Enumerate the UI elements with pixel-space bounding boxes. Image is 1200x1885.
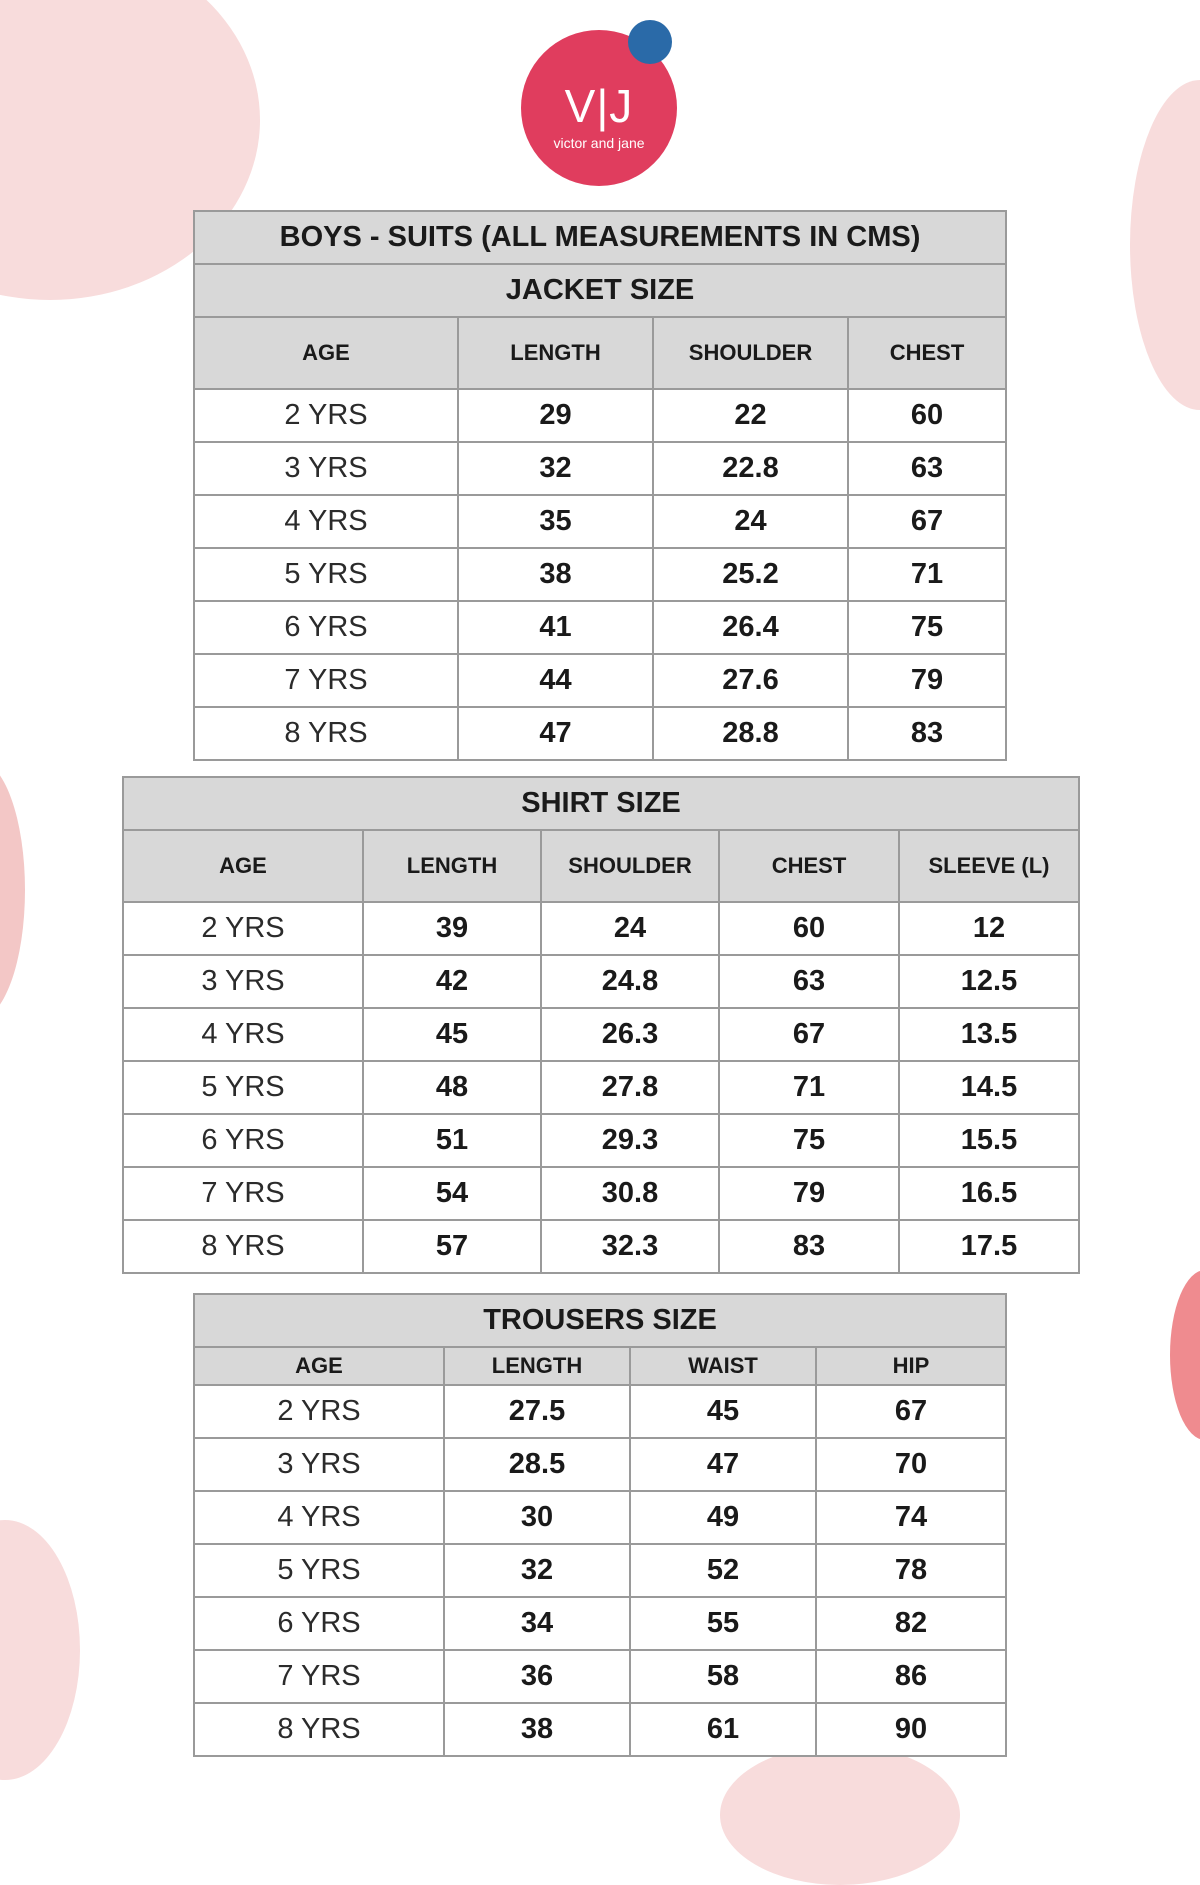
measurement-cell: 15.5 [899,1114,1079,1167]
measurement-cell: 67 [848,495,1006,548]
logo-brand-name: victor and jane [553,135,645,151]
measurement-cell: 22 [653,389,848,442]
age-cell: 8 YRS [194,1703,444,1756]
measurement-cell: 61 [630,1703,816,1756]
age-cell: 7 YRS [194,1650,444,1703]
measurement-cell: 49 [630,1491,816,1544]
background-blob [0,760,25,1020]
measurement-cell: 58 [630,1650,816,1703]
measurement-cell: 28.8 [653,707,848,760]
measurement-cell: 67 [816,1385,1006,1438]
column-header: AGE [194,317,458,389]
age-cell: 4 YRS [123,1008,363,1061]
measurement-cell: 82 [816,1597,1006,1650]
age-cell: 8 YRS [194,707,458,760]
age-cell: 6 YRS [194,1597,444,1650]
measurement-cell: 27.5 [444,1385,630,1438]
table-title: JACKET SIZE [194,264,1006,317]
measurement-cell: 22.8 [653,442,848,495]
measurement-cell: 29 [458,389,653,442]
column-header: AGE [194,1347,444,1385]
measurement-cell: 16.5 [899,1167,1079,1220]
measurement-cell: 63 [848,442,1006,495]
measurement-cell: 74 [816,1491,1006,1544]
table-row [194,1544,1006,1597]
logo-mark: V|J [564,80,634,132]
age-cell: 5 YRS [123,1061,363,1114]
header-row [194,317,1006,389]
measurement-cell: 39 [363,902,541,955]
jacket-size-table [193,210,1007,761]
measurement-cell: 48 [363,1061,541,1114]
column-header: SHOULDER [541,830,719,902]
measurement-cell: 41 [458,601,653,654]
age-cell: 2 YRS [194,1385,444,1438]
table-title: TROUSERS SIZE [194,1294,1006,1347]
measurement-cell: 75 [719,1114,899,1167]
table-body [194,389,1006,760]
table-row [194,1650,1006,1703]
measurement-cell: 44 [458,654,653,707]
measurement-cell: 78 [816,1544,1006,1597]
table-row [194,548,1006,601]
age-cell: 4 YRS [194,495,458,548]
background-blob [1170,1270,1200,1440]
table-row [194,442,1006,495]
logo-dot-icon [628,20,672,64]
measurement-cell: 71 [719,1061,899,1114]
table-row [194,1491,1006,1544]
background-blob [720,1745,960,1885]
age-cell: 6 YRS [194,601,458,654]
background-blob [1130,80,1200,410]
measurement-cell: 26.3 [541,1008,719,1061]
measurement-cell: 79 [719,1167,899,1220]
measurement-cell: 24 [541,902,719,955]
measurement-cell: 34 [444,1597,630,1650]
background-blob [0,1520,80,1780]
measurement-cell: 32.3 [541,1220,719,1273]
measurement-cell: 52 [630,1544,816,1597]
measurement-cell: 75 [848,601,1006,654]
table-row [194,707,1006,760]
column-header: CHEST [719,830,899,902]
age-cell: 2 YRS [194,389,458,442]
table-row [194,495,1006,548]
table-body [194,1385,1006,1756]
table-row [123,1220,1079,1273]
measurement-cell: 12 [899,902,1079,955]
measurement-cell: 45 [363,1008,541,1061]
age-cell: 3 YRS [123,955,363,1008]
age-cell: 8 YRS [123,1220,363,1273]
measurement-cell: 38 [444,1703,630,1756]
column-header: SHOULDER [653,317,848,389]
measurement-cell: 90 [816,1703,1006,1756]
column-header: SLEEVE (L) [899,830,1079,902]
page-title: BOYS - SUITS (ALL MEASUREMENTS IN CMS) [194,211,1006,264]
measurement-cell: 12.5 [899,955,1079,1008]
age-cell: 5 YRS [194,1544,444,1597]
measurement-cell: 24.8 [541,955,719,1008]
age-cell: 3 YRS [194,442,458,495]
measurement-cell: 24 [653,495,848,548]
measurement-cell: 26.4 [653,601,848,654]
column-header: CHEST [848,317,1006,389]
measurement-cell: 47 [630,1438,816,1491]
measurement-cell: 36 [444,1650,630,1703]
measurement-cell: 17.5 [899,1220,1079,1273]
column-header: HIP [816,1347,1006,1385]
measurement-cell: 35 [458,495,653,548]
measurement-cell: 27.6 [653,654,848,707]
table-row [123,1061,1079,1114]
table-body [123,902,1079,1273]
measurement-cell: 86 [816,1650,1006,1703]
age-cell: 4 YRS [194,1491,444,1544]
measurement-cell: 32 [444,1544,630,1597]
table-row [194,1385,1006,1438]
measurement-cell: 47 [458,707,653,760]
measurement-cell: 30.8 [541,1167,719,1220]
column-header: LENGTH [458,317,653,389]
measurement-cell: 70 [816,1438,1006,1491]
age-cell: 7 YRS [194,654,458,707]
age-cell: 3 YRS [194,1438,444,1491]
table-row [194,1597,1006,1650]
table-row [123,902,1079,955]
table-row [194,654,1006,707]
measurement-cell: 83 [848,707,1006,760]
table-row [123,1114,1079,1167]
measurement-cell: 29.3 [541,1114,719,1167]
header-row [123,830,1079,902]
measurement-cell: 45 [630,1385,816,1438]
shirt-size-table [122,776,1080,1274]
measurement-cell: 71 [848,548,1006,601]
age-cell: 2 YRS [123,902,363,955]
column-header: LENGTH [444,1347,630,1385]
column-header: WAIST [630,1347,816,1385]
measurement-cell: 63 [719,955,899,1008]
table-row [194,601,1006,654]
table-row [194,389,1006,442]
measurement-cell: 30 [444,1491,630,1544]
table-row [123,955,1079,1008]
table-row [194,1438,1006,1491]
measurement-cell: 42 [363,955,541,1008]
measurement-cell: 32 [458,442,653,495]
age-cell: 7 YRS [123,1167,363,1220]
measurement-cell: 13.5 [899,1008,1079,1061]
measurement-cell: 57 [363,1220,541,1273]
table-row [123,1167,1079,1220]
measurement-cell: 25.2 [653,548,848,601]
measurement-cell: 27.8 [541,1061,719,1114]
table-title: SHIRT SIZE [123,777,1079,830]
table-row [123,1008,1079,1061]
age-cell: 6 YRS [123,1114,363,1167]
measurement-cell: 83 [719,1220,899,1273]
measurement-cell: 60 [848,389,1006,442]
measurement-cell: 38 [458,548,653,601]
age-cell: 5 YRS [194,548,458,601]
measurement-cell: 51 [363,1114,541,1167]
measurement-cell: 55 [630,1597,816,1650]
trousers-size-table [193,1293,1007,1757]
measurement-cell: 60 [719,902,899,955]
column-header: AGE [123,830,363,902]
measurement-cell: 79 [848,654,1006,707]
table-row [194,1703,1006,1756]
measurement-cell: 67 [719,1008,899,1061]
measurement-cell: 54 [363,1167,541,1220]
measurement-cell: 28.5 [444,1438,630,1491]
measurement-cell: 14.5 [899,1061,1079,1114]
header-row [194,1347,1006,1385]
column-header: LENGTH [363,830,541,902]
